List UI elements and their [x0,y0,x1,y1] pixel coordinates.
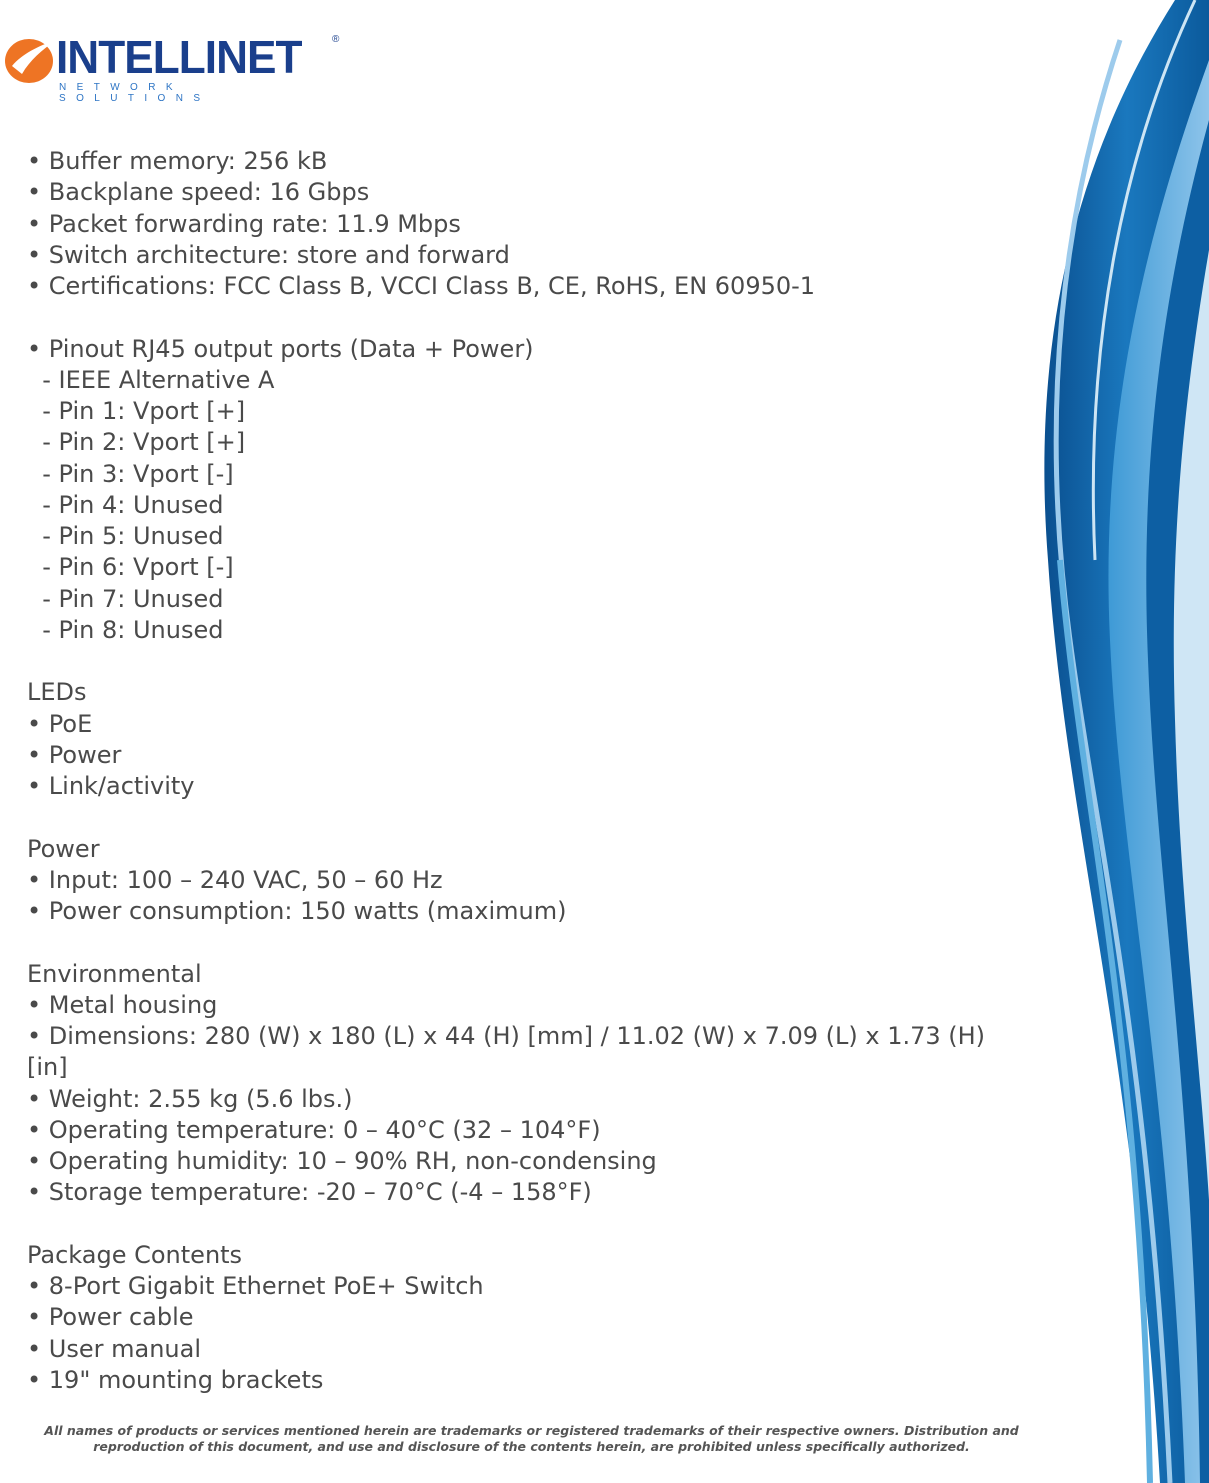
spec-line: Power [27,834,100,863]
brand-wordmark: INTELLINET [56,31,302,83]
spec-line: • Power cable [27,1303,194,1332]
spec-line: • PoE [27,709,93,738]
spec-section [27,146,1037,302]
spec-line: - Pin 4: Unused [27,490,224,519]
wave-band-mid [1146,120,1209,1483]
section-gap [27,927,1037,958]
brand-logo [4,31,344,104]
spec-line: • Backplane speed: 16 Gbps [27,178,370,207]
wave-band-dark [1044,0,1209,1483]
spec-line: Package Contents [27,1240,243,1269]
legal-footer [30,1423,1033,1455]
spec-line: • 8-Port Gigabit Ethernet PoE+ Switch [27,1272,484,1300]
spec-line: • Pinout RJ45 output ports (Data + Power) [27,334,534,363]
spec-line: • Storage temperature: -20 – 70°C (-4 – 158°F) [27,1178,592,1207]
spec-section [27,1240,1037,1396]
spec-line: • Buffer memory: 256 kB [27,147,328,175]
spec-section [27,959,1037,1209]
wave-streak [1060,560,1150,1483]
spec-line: • Weight: 2.55 kg (5.6 lbs.) [27,1084,353,1113]
spec-line: • Power consumption: 150 watts (maximum) [27,897,567,925]
spec-line: Environmental [27,959,202,988]
spec-line: • Input: 100 – 240 VAC, 50 – 60 Hz [27,865,443,894]
spec-line: • Certifications: FCC Class B, VCCI Class B, CE, RoHS, EN 60950-1 [27,272,816,300]
wave-band-light [1108,60,1209,1483]
spec-line: - Pin 2: Vport [+] [27,428,246,457]
section-gap [27,646,1037,677]
section-gap [27,802,1037,833]
wave-streak [1056,40,1170,1483]
spec-content [27,146,1037,1396]
spec-section [27,677,1037,802]
spec-line: • Link/activity [27,772,195,800]
spec-line: • Power [27,740,122,769]
spec-section [27,834,1037,928]
spec-line: • Operating temperature: 0 – 40°C (32 – 104°F) [27,1115,601,1144]
spec-line: • Packet forwarding rate: 11.9 Mbps [27,209,461,238]
registered-mark: ® [332,34,340,45]
footer-line: All names of products or services mentioned herein are trademarks or registered trademarks of their respective owners. Distribution and [44,1423,1019,1438]
spec-line: - Pin 1: Vport [+] [27,397,246,425]
section-gap [27,302,1037,333]
section-gap [27,1209,1037,1240]
spec-line: • Switch architecture: store and forward [27,240,510,269]
spec-line: - Pin 5: Unused [27,522,224,550]
spec-section [27,334,1037,647]
wave-streak [1093,0,1195,560]
spec-line: • Dimensions: 280 (W) x 180 (L) x 44 (H) [mm] / 11.02 (W) x 7.09 (L) x 1.73 (H) [27,1022,986,1050]
spec-line: [in] [27,1053,68,1082]
spec-line: • 19" mounting brackets [27,1365,324,1394]
spec-line: - Pin 6: Vport [-] [27,553,234,582]
spec-line: • User manual [27,1334,201,1363]
spec-line: LEDs [27,678,87,707]
spec-line: - Pin 3: Vport [-] [27,459,234,488]
brand-tagline: NETWORK SOLUTIONS [59,82,211,104]
spec-line: • Operating humidity: 10 – 90% RH, non-condensing [27,1147,657,1175]
spec-line: - Pin 8: Unused [27,615,224,644]
spec-line: • Metal housing [27,990,218,1019]
spec-line: - IEEE Alternative A [27,365,275,394]
footer-line: reproduction of this document, and use and disclosure of the contents herein, are prohibited unless specifically authorized. [93,1439,970,1454]
wave-highlight [1174,250,1209,1200]
spec-line: - Pin 7: Unused [27,584,224,613]
swoosh-icon [4,36,58,86]
